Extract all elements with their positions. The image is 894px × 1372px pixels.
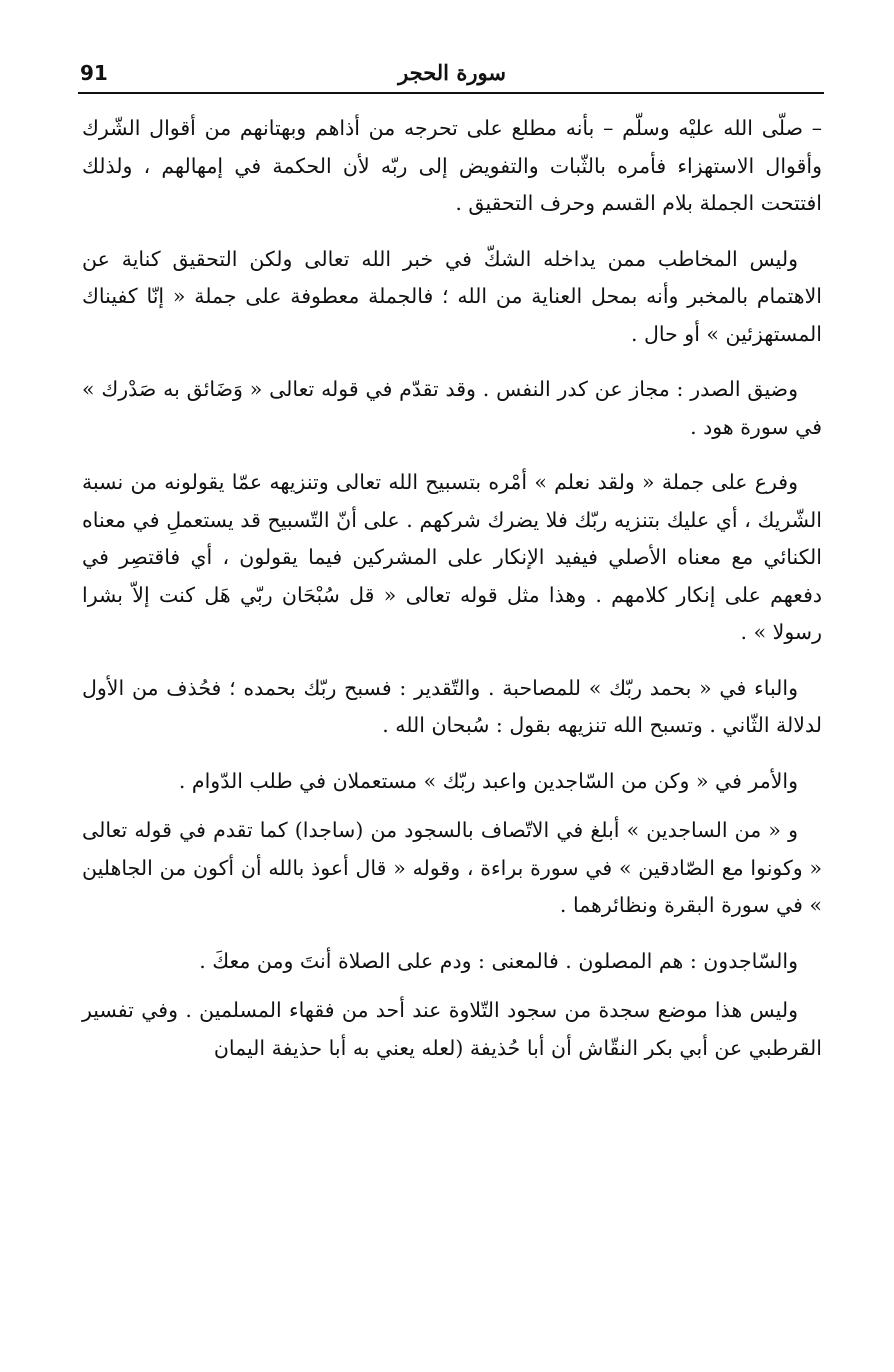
paragraph: وليس هذا موضع سجدة من سجود التّلاوة عند أحد من فقهاء المسلمين . وفي تفسير القرطبي عن أبي بكر النقّاش أن أبا حُذيفة (لعله يعني به أبا حذيفة اليمان — [82, 998, 822, 1060]
paragraph: والباء في « بحمد ربّك » للمصاحبة . والتّقدير : فسبح ربّك بحمده ؛ فحُذف من الأول لدلالة الثّاني . وتسبح الله تنزيهه بقول : سُبحان الله . — [82, 675, 822, 737]
page-header — [80, 58, 824, 92]
paragraph: – صلّى الله عليْه وسلّم – بأنه مطلع على تحرجه من أذاهم وبهتانهم من أقوال الشّرك وأقوال الاستهزاء فأمره بالثّبات والتفويض إلى ربّه لأن الحكمة في إمهالهم ، ولذلك افتتحت الجملة بلام القسم وحرف التحقيق . — [82, 116, 822, 215]
paragraph: والسّاجدون : هم المصلون . فالمعنى : ودم على الصلاة أنتَ ومن معكَ . — [199, 948, 798, 973]
paragraph: وفرع على جملة « ولقد نعلم » أمْره بتسبيح الله تعالى وتنزيهه عمّا يقولونه من نسبة الشّريك ، أي عليك بتنزيه ربّك فلا يضرك شركهم . على أنّ التّسبيح قد يستعملِ في معناه الكنائي مع معناه الأصلي فيفيد الإنكار على المشركين فيما يقولون ، أي فاقتصِر في دفعهم على إنكار كلامهم . وهذا مثل قوله تعالى « قل سُبْحَان ربّي هَل كنت إلاّ بشرا رسولا » . — [82, 470, 822, 644]
paragraph: وضيق الصدر : مجاز عن كدر النفس . وقد تقدّم في قوله تعالى « وَضَائق به صَدْرك » في سورة هود . — [82, 377, 822, 439]
paragraph: وليس المخاطب ممن يداخله الشكّ في خبر الله تعالى ولكن التحقيق كناية عن الاهتمام بالمخبر وأنه بمحل العناية من الله ؛ فالجملة معطوفة على جملة « إنّا كفيناك المستهزئين » أو حال . — [82, 246, 822, 346]
body-text — [82, 110, 822, 1085]
page-number: 91 — [80, 61, 108, 85]
paragraph: والأمر في « وكن من السّاجدين واعبد ربّك » مستعملان في طلب الدّوام . — [178, 768, 798, 793]
paragraph: و « من الساجدين » أبلغ في الاتّصاف بالسجود من (ساجدا) كما تقدم في قوله تعالى « وكونوا مع الصّادقين » في سورة براءة ، وقوله « قال أعوذ بالله أن أكون من الجاهلين » في سورة البقرة ونظائرهما . — [82, 818, 822, 917]
surah-title: سورة الحجر — [398, 60, 506, 85]
header-rule — [78, 92, 824, 94]
